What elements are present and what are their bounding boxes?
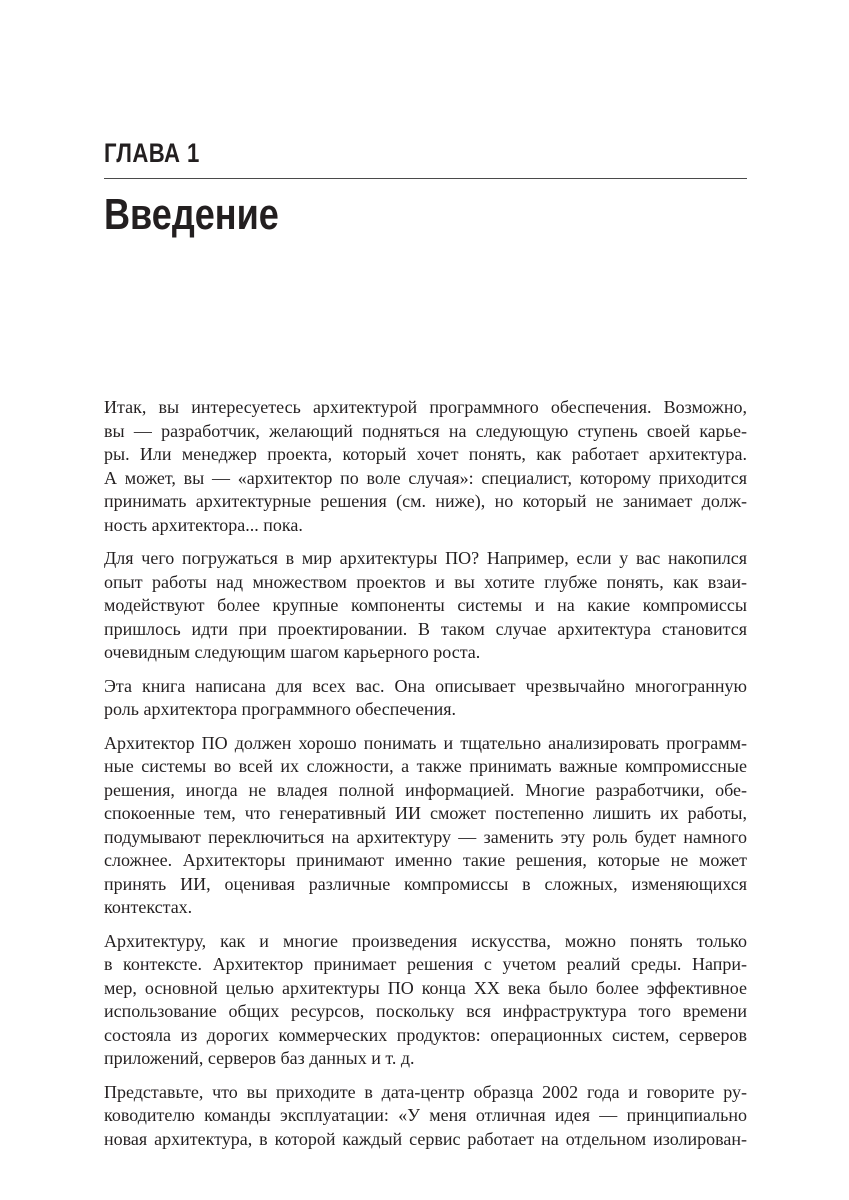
- text-line: роль архитектора программного обеспечения.: [104, 699, 457, 719]
- paragraph: [104, 675, 747, 722]
- text-line: решения, иногда не владея полной информацией. Многие разработчики, обе-: [104, 779, 747, 800]
- text-line: пришлось идти при проектировании. В таком случае архитектура становится: [104, 618, 747, 639]
- text-line: состояла из дорогих коммерческих продуктов: операционных систем, серверов: [104, 1024, 747, 1045]
- paragraph: [104, 547, 747, 665]
- text-line: сложнее. Архитекторы принимают именно такие решения, которые не может: [104, 850, 747, 870]
- text-line: очевидным следующим шагом карьерного роста.: [104, 642, 481, 662]
- text-line: Итак, вы интересуетесь архитектурой программного обеспечения. Возможно,: [104, 397, 747, 417]
- text-line: Архитектуру, как и многие произведения искусства, можно понять только: [104, 930, 747, 951]
- chapter-title: Введение: [104, 190, 279, 239]
- text-line: модействуют более крупные компоненты системы и на какие компромиссы: [104, 595, 747, 615]
- text-line: опыт работы над множеством проектов и вы хотите глубже понять, как взаи-: [104, 571, 747, 592]
- paragraph: [104, 732, 747, 920]
- text-line: Архитектор ПО должен хорошо понимать и тщательно анализировать программ-: [104, 732, 747, 753]
- text-line: вы — разработчик, желающий подняться на следующую ступень своей карье-: [104, 420, 747, 441]
- text-line: Представьте, что вы приходите в дата-центр образца 2002 года и говорите ру-: [104, 1081, 747, 1102]
- text-line: контекстах.: [104, 897, 193, 917]
- text-line: спокоенные тем, что генеративный ИИ сможет постепенно лишить их работы,: [104, 803, 747, 823]
- text-line: использование общих ресурсов, поскольку вся инфраструктура того времени: [104, 1001, 747, 1021]
- text-line: приложений, серверов баз данных и т. д.: [104, 1048, 415, 1068]
- text-line: ководителю команды эксплуатации: «У меня отличная идея — принципиально: [104, 1105, 747, 1125]
- paragraph: [104, 930, 747, 1071]
- body-text: [104, 396, 747, 1161]
- paragraph: [104, 396, 747, 537]
- text-line: подумывают переключиться на архитектуру — заменить эту роль будет намного: [104, 826, 747, 847]
- paragraph: [104, 1081, 747, 1152]
- text-line: принять ИИ, оценивая различные компромиссы в сложных, изменяющихся: [104, 873, 747, 894]
- chapter-label: ГЛАВА 1: [104, 138, 200, 168]
- text-line: принимать архитектурные решения (см. ниже), но который не занимает долж-: [104, 491, 747, 511]
- text-line: А может, вы — «архитектор по воле случая»: специалист, которому приходится: [104, 467, 747, 488]
- text-line: Для чего погружаться в мир архитектуры ПО? Например, если у вас накопился: [104, 548, 747, 568]
- text-line: ры. Или менеджер проекта, который хочет понять, как работает архитектура.: [104, 444, 747, 464]
- text-line: новая архитектура, в которой каждый сервис работает на отдельном изолирован-: [104, 1128, 747, 1149]
- text-line: в контексте. Архитектор принимает решения с учетом реалий среды. Напри-: [104, 954, 747, 974]
- chapter-divider: [104, 178, 747, 179]
- text-line: Эта книга написана для всех вас. Она описывает чрезвычайно многогранную: [104, 675, 747, 696]
- text-line: ность архитектора... пока.: [104, 514, 303, 535]
- text-line: ные системы во всей их сложности, а также принимать важные компромиссные: [104, 756, 747, 776]
- text-line: мер, основной целью архитектуры ПО конца XX века было более эффективное: [104, 977, 747, 998]
